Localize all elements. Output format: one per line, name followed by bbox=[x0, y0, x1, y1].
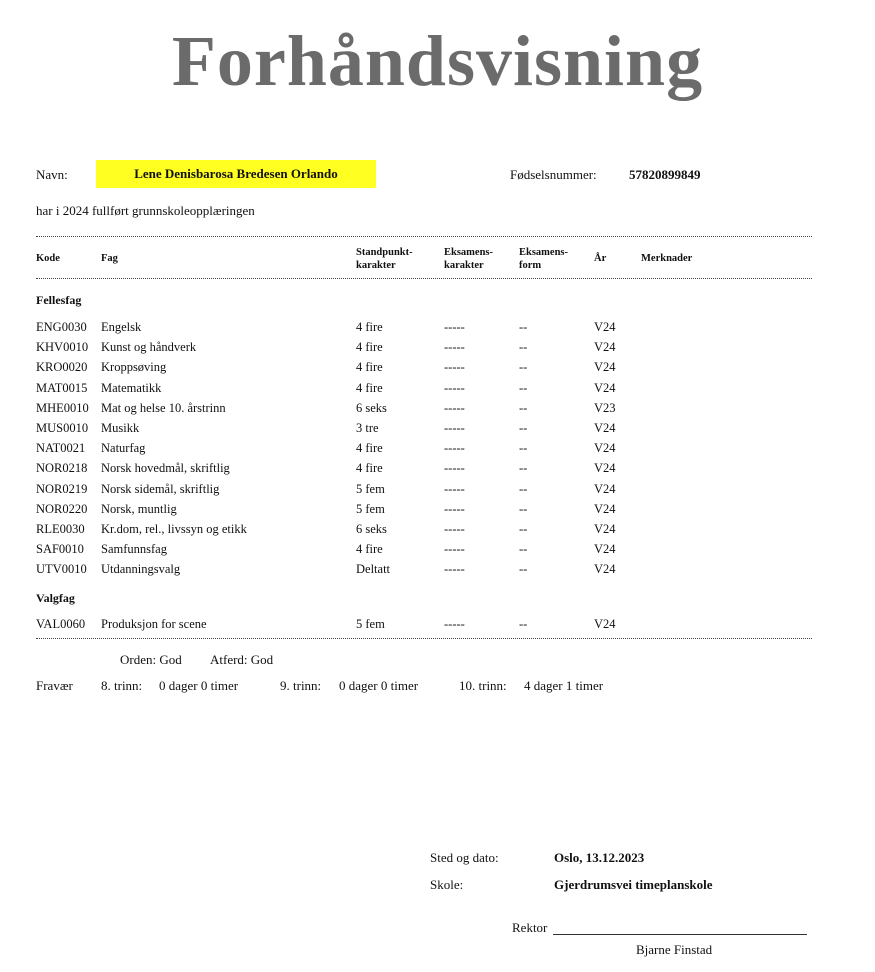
standpunkt-grade: 5 fem bbox=[356, 481, 385, 496]
col-kode: Kode bbox=[36, 253, 60, 264]
exam-grade: ----- bbox=[444, 617, 465, 631]
exam-form: -- bbox=[519, 360, 528, 375]
year: V23 bbox=[594, 400, 616, 415]
exam-grade: ----- bbox=[444, 340, 465, 355]
exam-grade: ----- bbox=[444, 380, 465, 395]
orden-grade: Orden: God bbox=[120, 652, 182, 667]
table-row bbox=[0, 421, 875, 441]
subject-code: NOR0218 bbox=[36, 461, 88, 476]
exam-grade: ----- bbox=[444, 421, 465, 435]
table-row bbox=[0, 441, 875, 461]
divider-header bbox=[36, 278, 812, 279]
subject-code: KRO0020 bbox=[36, 360, 88, 375]
signature-line bbox=[553, 934, 807, 935]
year: V24 bbox=[594, 562, 616, 577]
subject-name: Kroppsøving bbox=[101, 360, 167, 375]
subject-name: Kunst og håndverk bbox=[101, 340, 197, 355]
year: V24 bbox=[594, 481, 616, 496]
exam-grade: ----- bbox=[444, 562, 465, 577]
divider-bottom bbox=[36, 638, 812, 639]
year: V24 bbox=[594, 421, 616, 435]
standpunkt-grade: 4 fire bbox=[356, 340, 383, 355]
year: V24 bbox=[594, 617, 616, 631]
exam-form: -- bbox=[519, 461, 528, 476]
table-row bbox=[0, 461, 875, 481]
school-value: Gjerdrumsvei timeplanskole bbox=[554, 877, 713, 892]
table-row bbox=[0, 502, 875, 522]
absence-label: Fravær bbox=[36, 678, 73, 693]
exam-form: -- bbox=[519, 340, 528, 355]
absence-t8-value: 0 dager 0 timer bbox=[159, 678, 239, 693]
standpunkt-grade: 5 fem bbox=[356, 617, 385, 631]
subject-code: MHE0010 bbox=[36, 400, 89, 415]
subject-code: NAT0021 bbox=[36, 441, 86, 456]
col-eksamen-karakter: Eksamens- karakter bbox=[444, 247, 494, 271]
exam-form: -- bbox=[519, 400, 528, 415]
exam-form: -- bbox=[519, 501, 528, 516]
year: V24 bbox=[594, 380, 616, 395]
absence-t9-label: 9. trinn: bbox=[280, 678, 322, 693]
col-fag: Fag bbox=[101, 253, 118, 264]
subject-code: MUS0010 bbox=[36, 421, 89, 435]
divider-top bbox=[36, 236, 812, 237]
exam-grade: ----- bbox=[444, 400, 465, 415]
standpunkt-grade: 4 fire bbox=[356, 441, 383, 456]
subject-name: Produksjon for scene bbox=[101, 617, 207, 631]
place-date-label: Sted og dato: bbox=[430, 850, 499, 865]
subject-code: VAL0060 bbox=[36, 617, 86, 631]
standpunkt-grade: 3 tre bbox=[356, 421, 379, 435]
table-row bbox=[0, 360, 875, 380]
exam-grade: ----- bbox=[444, 360, 465, 375]
table-row bbox=[0, 542, 875, 562]
subject-name: Mat og helse 10. årstrinn bbox=[101, 400, 226, 415]
subject-name: Matematikk bbox=[101, 380, 162, 395]
absence-t10-label: 10. trinn: bbox=[459, 678, 507, 693]
subject-name: Kr.dom, rel., livssyn og etikk bbox=[101, 522, 247, 536]
col-merknader: Merknader bbox=[641, 253, 693, 264]
rektor-label: Rektor bbox=[512, 920, 548, 935]
subject-code: SAF0010 bbox=[36, 542, 84, 557]
table-row bbox=[0, 381, 875, 401]
year: V24 bbox=[594, 320, 616, 334]
subject-code: UTV0010 bbox=[36, 562, 87, 577]
col-eksamen-form: Eksamens- form bbox=[519, 247, 569, 271]
exam-grade: ----- bbox=[444, 501, 465, 516]
subject-code: ENG0030 bbox=[36, 320, 87, 334]
section-title-fellesfag: Fellesfag bbox=[36, 293, 82, 307]
standpunkt-grade: 4 fire bbox=[356, 461, 383, 476]
exam-form: -- bbox=[519, 617, 528, 631]
year: V24 bbox=[594, 522, 616, 536]
table-row bbox=[0, 401, 875, 421]
absence-t10-value: 4 dager 1 timer bbox=[524, 678, 604, 693]
name-label: Navn: bbox=[36, 167, 68, 182]
standpunkt-grade: 4 fire bbox=[356, 380, 383, 395]
exam-grade: ----- bbox=[444, 542, 465, 557]
standpunkt-grade: Deltatt bbox=[356, 562, 391, 577]
subject-code: KHV0010 bbox=[36, 340, 89, 355]
table-row bbox=[0, 522, 875, 542]
exam-form: -- bbox=[519, 441, 528, 456]
subject-name: Utdanningsvalg bbox=[101, 562, 181, 577]
exam-grade: ----- bbox=[444, 522, 465, 536]
standpunkt-grade: 4 fire bbox=[356, 360, 383, 375]
section-title-valgfag: Valgfag bbox=[36, 591, 75, 605]
table-row bbox=[0, 340, 875, 360]
preview-watermark: Forhåndsvisning bbox=[171, 21, 704, 101]
exam-grade: ----- bbox=[444, 461, 465, 476]
exam-grade: ----- bbox=[444, 441, 465, 456]
table-row bbox=[0, 482, 875, 502]
absence-t9-value: 0 dager 0 timer bbox=[339, 678, 419, 693]
subject-name: Engelsk bbox=[101, 320, 142, 334]
col-aar: År bbox=[594, 253, 607, 264]
exam-form: -- bbox=[519, 421, 528, 435]
subject-code: NOR0219 bbox=[36, 481, 88, 496]
subject-code: RLE0030 bbox=[36, 522, 85, 536]
subject-name: Norsk, muntlig bbox=[101, 501, 177, 516]
subject-name: Samfunnsfag bbox=[101, 542, 167, 557]
subject-name: Norsk hovedmål, skriftlig bbox=[101, 461, 230, 476]
school-label: Skole: bbox=[430, 877, 464, 892]
table-row bbox=[0, 617, 875, 637]
rektor-name: Bjarne Finstad bbox=[636, 942, 713, 957]
atferd-grade: Atferd: God bbox=[210, 652, 274, 667]
subject-name: Norsk sidemål, skriftlig bbox=[101, 481, 220, 496]
standpunkt-grade: 6 seks bbox=[356, 522, 387, 536]
table-row bbox=[0, 320, 875, 340]
subject-code: MAT0015 bbox=[36, 380, 88, 395]
year: V24 bbox=[594, 461, 616, 476]
exam-form: -- bbox=[519, 562, 528, 577]
ssn-label: Fødselsnummer: bbox=[510, 167, 597, 182]
exam-form: -- bbox=[519, 320, 528, 334]
standpunkt-grade: 4 fire bbox=[356, 542, 383, 557]
subject-code: NOR0220 bbox=[36, 501, 88, 516]
table-row bbox=[0, 562, 875, 582]
student-name: Lene Denisbarosa Bredesen Orlando bbox=[96, 160, 376, 188]
col-standpunkt: Standpunkt- karakter bbox=[356, 247, 413, 271]
place-date-value: Oslo, 13.12.2023 bbox=[554, 850, 645, 865]
exam-grade: ----- bbox=[444, 320, 465, 334]
exam-grade: ----- bbox=[444, 481, 465, 496]
standpunkt-grade: 4 fire bbox=[356, 320, 383, 334]
subject-name: Naturfag bbox=[101, 441, 146, 456]
standpunkt-grade: 5 fem bbox=[356, 501, 385, 516]
exam-form: -- bbox=[519, 380, 528, 395]
exam-form: -- bbox=[519, 481, 528, 496]
absence-t8-label: 8. trinn: bbox=[101, 678, 143, 693]
year: V24 bbox=[594, 340, 616, 355]
year: V24 bbox=[594, 441, 616, 456]
completion-text: har i 2024 fullført grunnskoleopplæringen bbox=[36, 203, 255, 218]
ssn-value: 57820899849 bbox=[629, 167, 701, 182]
year: V24 bbox=[594, 542, 616, 557]
year: V24 bbox=[594, 501, 616, 516]
standpunkt-grade: 6 seks bbox=[356, 400, 387, 415]
subject-name: Musikk bbox=[101, 421, 140, 435]
year: V24 bbox=[594, 360, 616, 375]
exam-form: -- bbox=[519, 542, 528, 557]
exam-form: -- bbox=[519, 522, 528, 536]
